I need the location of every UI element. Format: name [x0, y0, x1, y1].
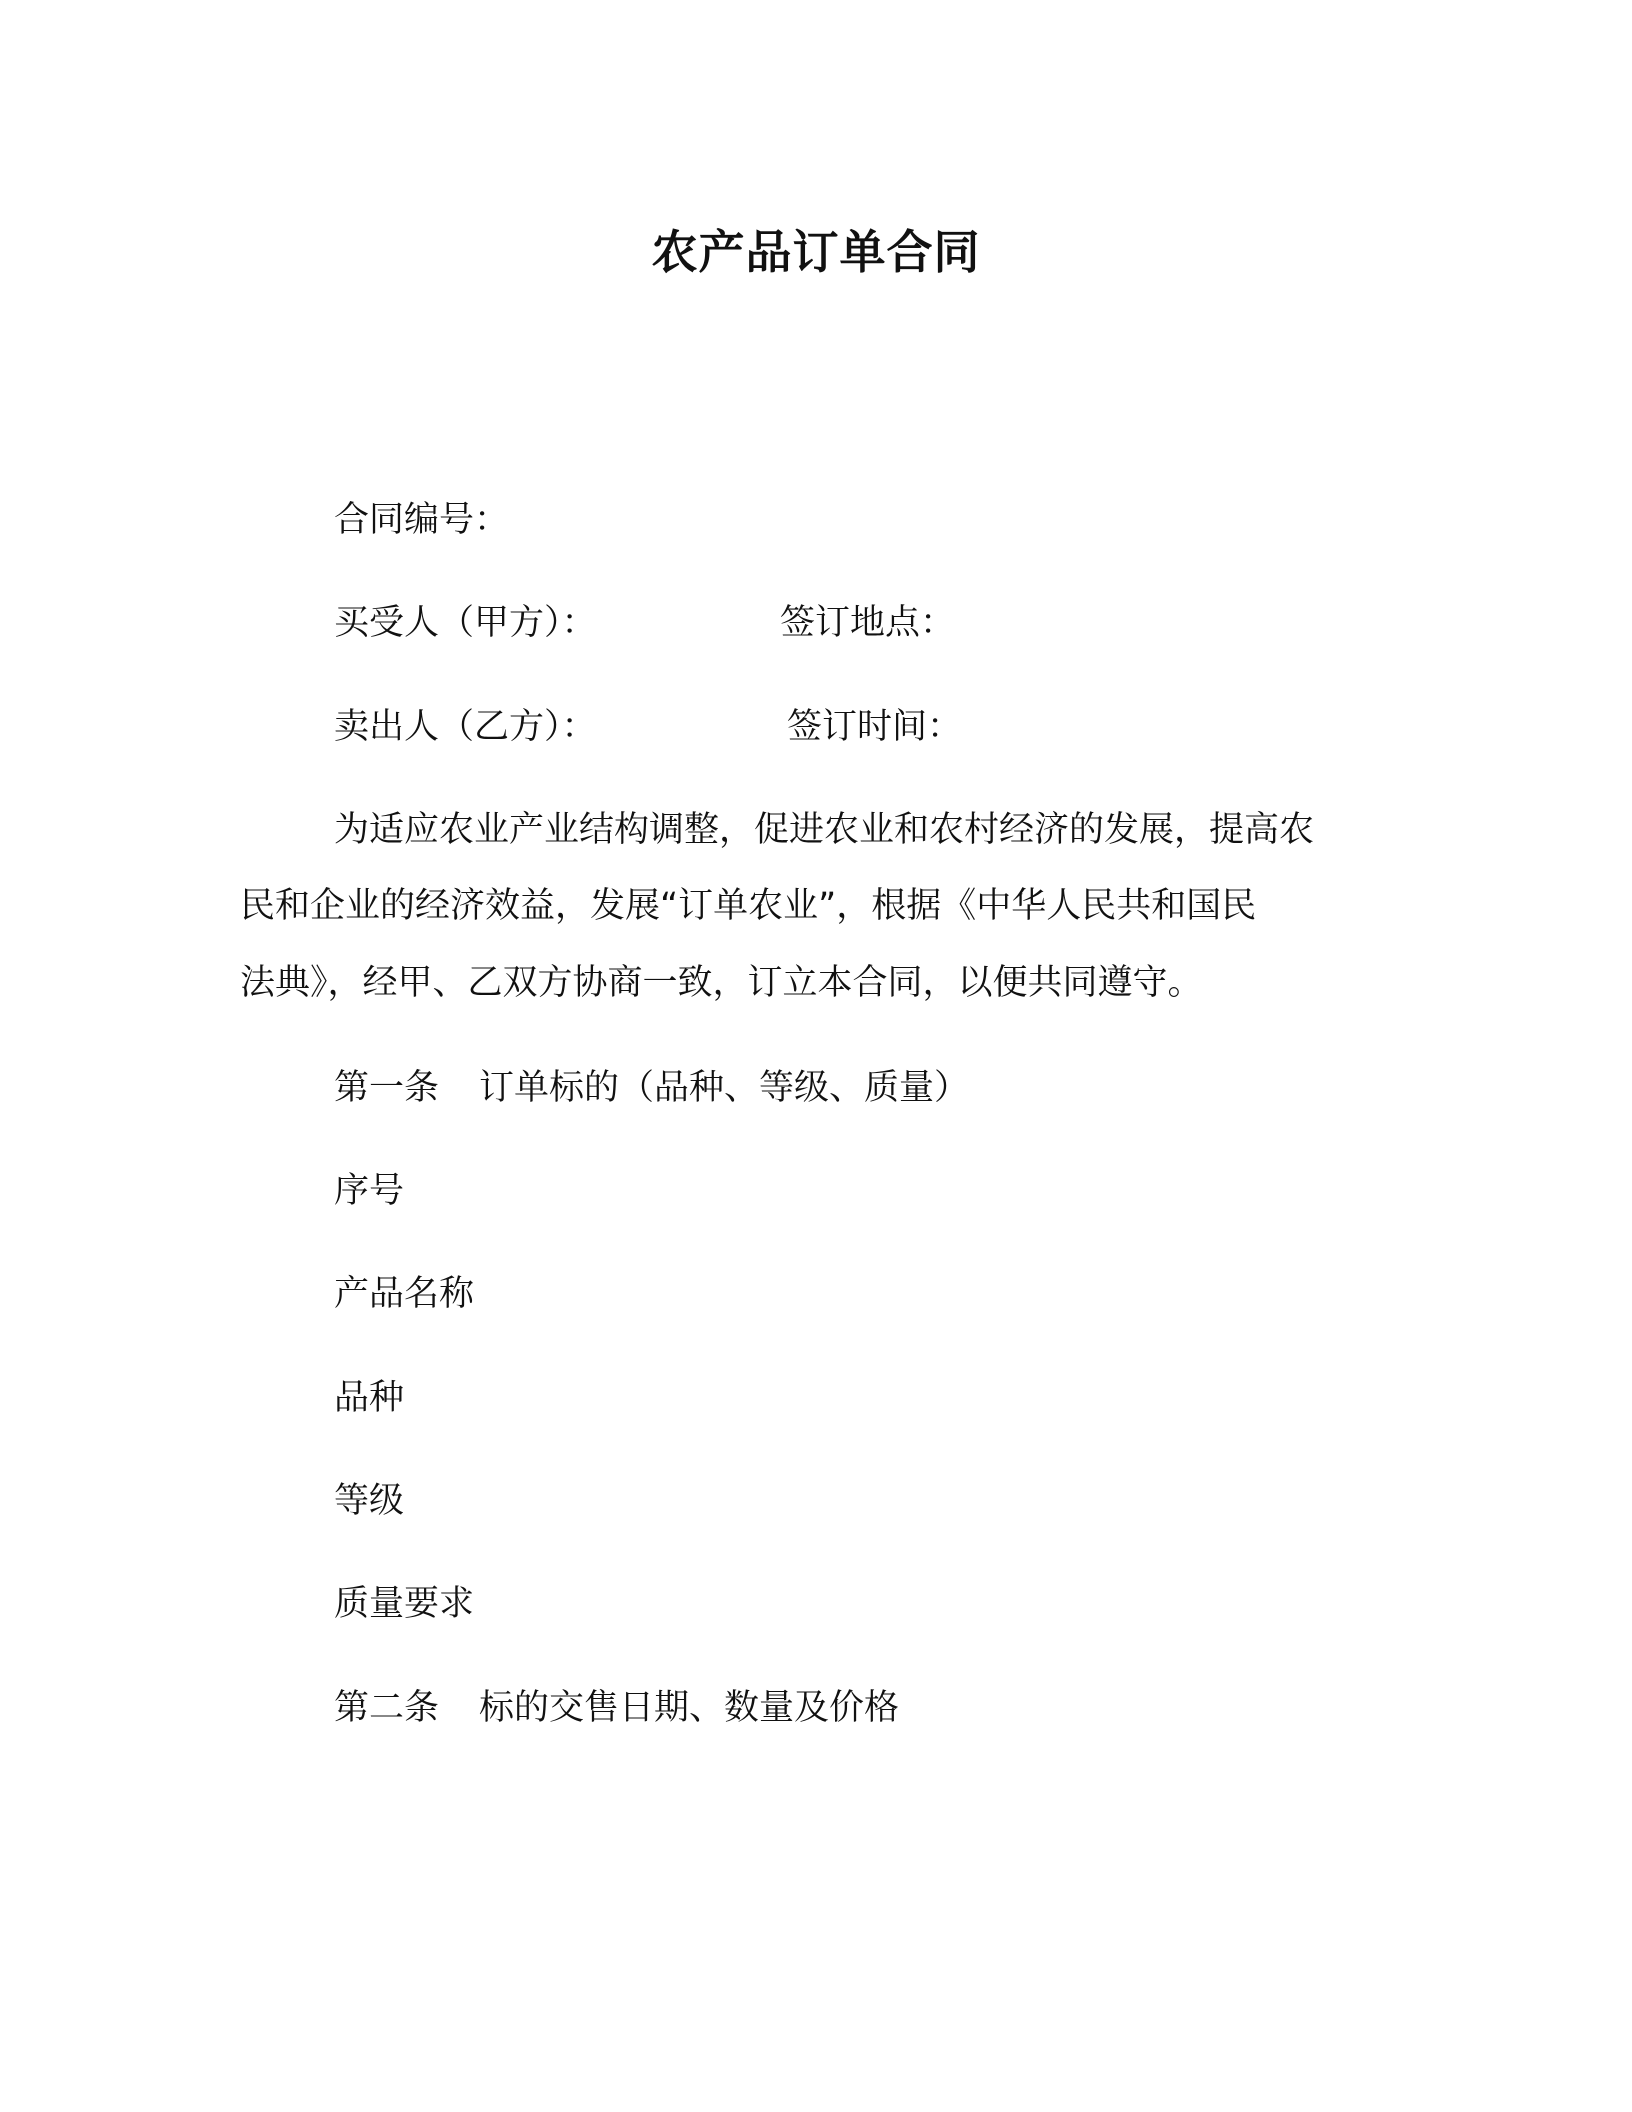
sign-time-field — [787, 703, 962, 751]
article-2-title: 标的交售日期、数量及价格 — [479, 1688, 900, 1728]
preamble-line-3: 法典》，经甲、乙双方协商一致，订立本合同，以便共同遵守。 — [240, 963, 1203, 1003]
sign-time-label: 签订时间： — [787, 707, 963, 747]
document-title: 农产品订单合同 — [651, 225, 981, 279]
buyer-row — [334, 599, 597, 647]
contract-number-label: 合同编号： — [334, 500, 510, 540]
article-1-item-product-name: 产品名称 — [334, 1274, 475, 1314]
seller-label: 卖出人（乙方）： — [334, 707, 597, 747]
sign-place-label: 签订地点： — [780, 603, 956, 643]
sign-place-field — [780, 599, 955, 647]
article-1-item-quality: 质量要求 — [334, 1584, 475, 1624]
article-2-number: 第二条 — [334, 1688, 440, 1728]
article-1-heading — [334, 1064, 969, 1112]
contract-number-field — [334, 496, 509, 544]
article-2-heading — [334, 1684, 899, 1732]
buyer-label: 买受人（甲方）： — [334, 603, 597, 643]
article-1-item-variety: 品种 — [334, 1378, 405, 1418]
preamble-line-2: 民和企业的经济效益，发展“订单农业”，根据《中华人民共和国民 — [240, 886, 1257, 926]
preamble-line-1: 为适应农业产业结构调整，促进农业和农村经济的发展，提高农 — [334, 810, 1315, 850]
article-1-number: 第一条 — [334, 1068, 440, 1108]
seller-row — [334, 703, 597, 751]
article-1-item-grade: 等级 — [334, 1481, 405, 1521]
article-1-title: 订单标的（品种、等级、质量） — [479, 1068, 970, 1108]
article-1-item-serial: 序号 — [334, 1171, 405, 1211]
